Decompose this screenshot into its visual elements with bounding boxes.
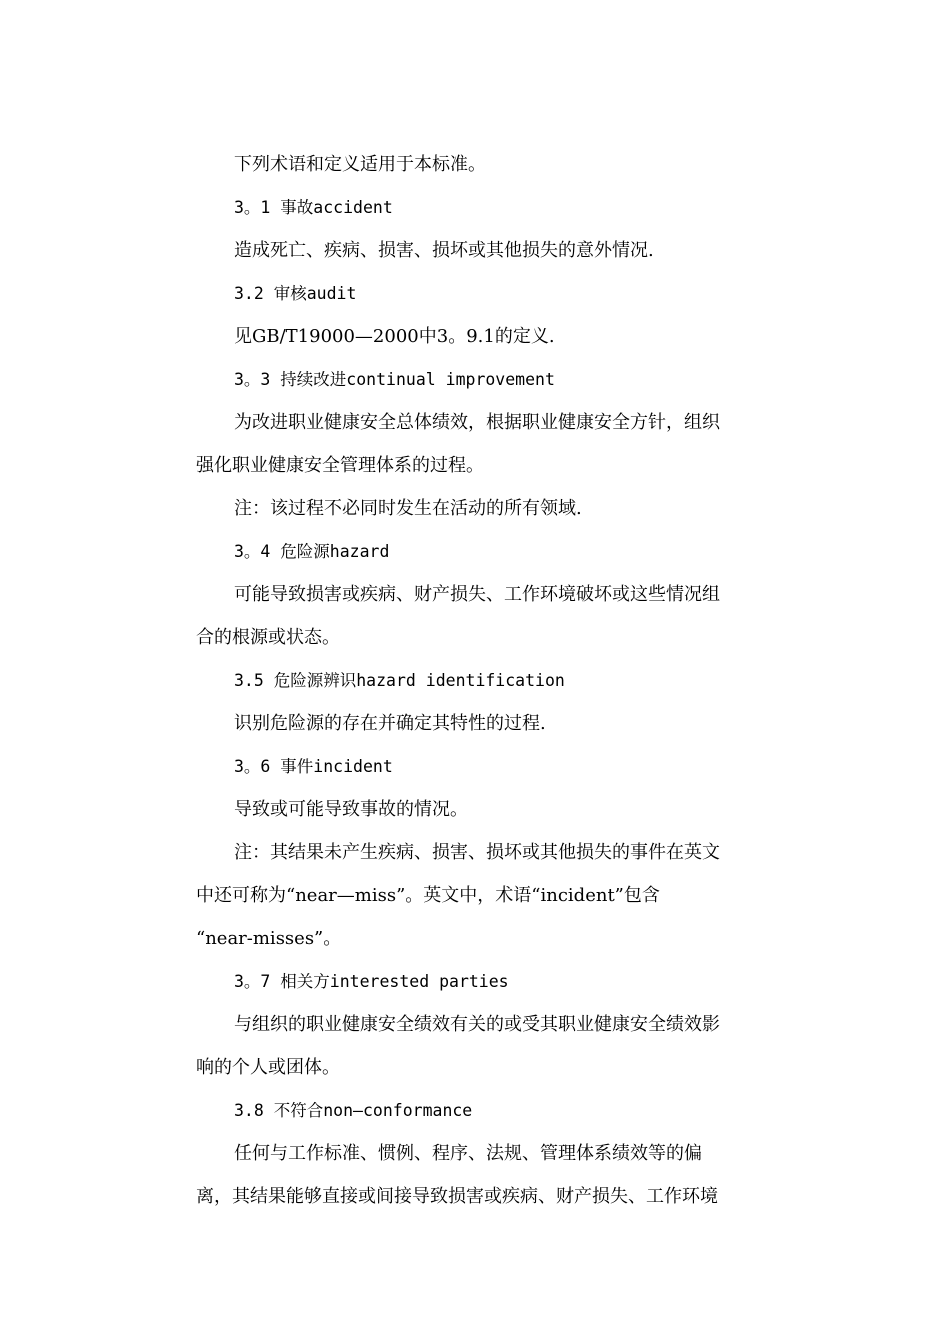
term-3-1-heading: 3。1 事故accident	[234, 198, 393, 217]
term-3-3-definition-line-2: 强化职业健康安全管理体系的过程。	[196, 455, 484, 476]
term-3-4-heading: 3。4 危险源hazard	[234, 542, 390, 561]
term-3-2-heading: 3.2 审核audit	[234, 284, 357, 303]
term-3-4-definition-line-2: 合的根源或状态。	[196, 627, 340, 648]
term-3-7-heading: 3。7 相关方interested parties	[234, 972, 509, 991]
term-3-5-definition: 识别危险源的存在并确定其特性的过程.	[234, 713, 546, 734]
term-3-8-definition-line-2: 离，其结果能够直接或间接导致损害或疾病、财产损失、工作环境	[196, 1186, 718, 1207]
term-3-8-heading: 3.8 不符合non—conformance	[234, 1101, 473, 1120]
term-3-6-note-line-3: “near-misses”。	[196, 928, 342, 949]
term-3-3-heading: 3。3 持续改进continual improvement	[234, 370, 555, 389]
term-3-7-definition-line-1: 与组织的职业健康安全绩效有关的或受其职业健康安全绩效影	[234, 1014, 720, 1035]
term-3-3-definition-line-1: 为改进职业健康安全总体绩效，根据职业健康安全方针，组织	[234, 412, 720, 433]
term-3-2-definition: 见GB/T19000—2000中3。9.1的定义.	[234, 326, 555, 347]
term-3-4-definition-line-1: 可能导致损害或疾病、财产损失、工作环境破坏或这些情况组	[234, 584, 720, 605]
term-3-6-heading: 3。6 事件incident	[234, 757, 393, 776]
term-3-1-definition: 造成死亡、疾病、损害、损坏或其他损失的意外情况.	[234, 240, 654, 261]
term-3-7-definition-line-2: 响的个人或团体。	[196, 1057, 340, 1078]
intro-paragraph: 下列术语和定义适用于本标准。	[234, 154, 486, 175]
term-3-8-definition-line-1: 任何与工作标准、惯例、程序、法规、管理体系绩效等的偏	[234, 1143, 702, 1164]
term-3-6-note-line-1: 注：其结果未产生疾病、损害、损坏或其他损失的事件在英文	[234, 842, 720, 863]
term-3-6-note-line-2: 中还可称为“near—miss”。英文中，术语“incident”包含	[196, 885, 660, 906]
term-3-3-note: 注：该过程不必同时发生在活动的所有领域.	[234, 498, 582, 519]
term-3-6-definition: 导致或可能导致事故的情况。	[234, 799, 468, 820]
term-3-5-heading: 3.5 危险源辨识hazard identification	[234, 671, 565, 690]
